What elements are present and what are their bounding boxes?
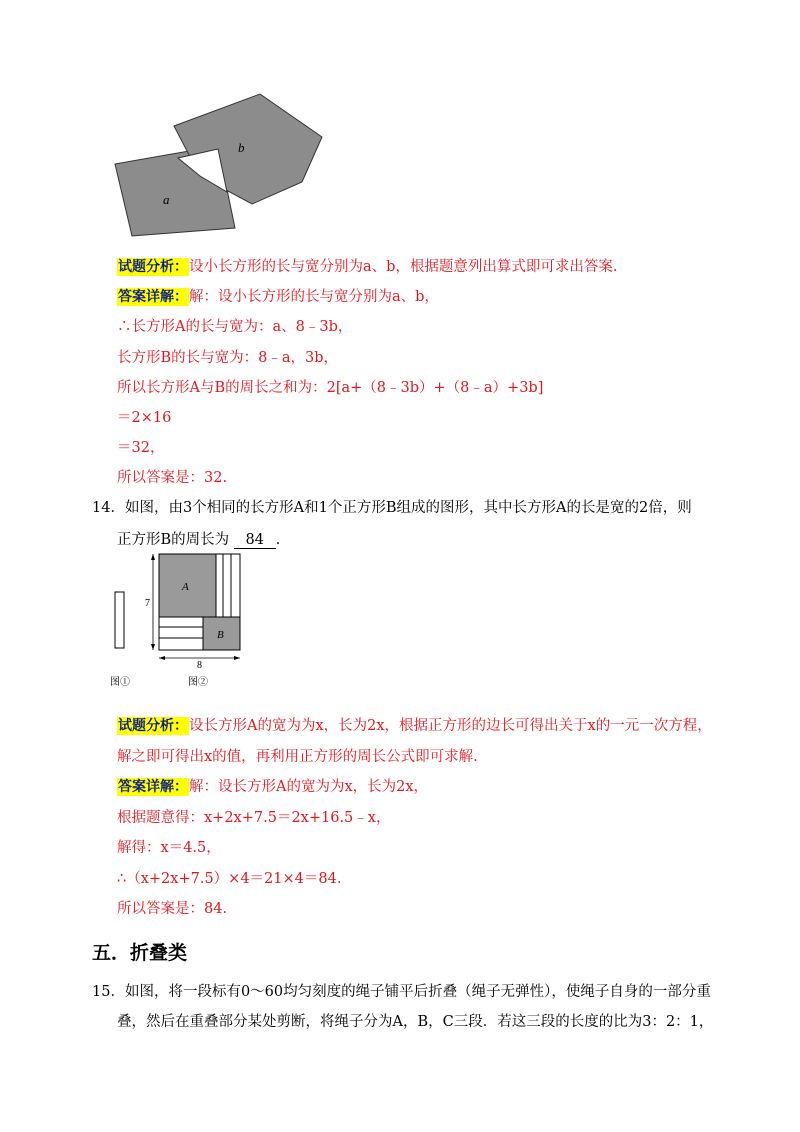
analysis-tag: 试题分析： bbox=[118, 259, 188, 275]
answer-line: ＝32， bbox=[117, 440, 165, 456]
question-text: ． bbox=[275, 532, 291, 548]
label-b: b bbox=[238, 140, 245, 155]
label-a: a bbox=[163, 192, 170, 207]
answer-line: ＝2×16 bbox=[117, 410, 172, 426]
answer-line: 解：设长方形A的宽为为x，长为2x， bbox=[189, 779, 429, 795]
answer-tag: 答案详解： bbox=[118, 779, 188, 795]
question-number: 15． bbox=[92, 984, 125, 1000]
question-14-line2 bbox=[117, 530, 290, 550]
label-A: A bbox=[182, 581, 189, 593]
answer-line: ∴（x+2x+7.5）×4＝21×4＝84. bbox=[117, 871, 342, 887]
answer-line: ∴长方形A的长与宽为：a、8﹣3b， bbox=[117, 319, 353, 335]
answer-tag: 答案详解： bbox=[118, 289, 188, 305]
figure-14 bbox=[108, 550, 248, 690]
answer-line: 所以长方形A与B的周长之和为：2[a+（8﹣3b）+（8﹣a）+3b] bbox=[117, 380, 544, 396]
answer-14-first-line bbox=[117, 777, 428, 797]
dimension-8: 8 bbox=[197, 660, 202, 671]
question-number: 14． bbox=[92, 500, 125, 516]
question-15-line1 bbox=[92, 982, 711, 1002]
answer-line: 长方形B的长与宽为：8﹣a，3b， bbox=[117, 350, 339, 366]
analysis-14-line1 bbox=[117, 716, 712, 736]
answer-13-first-line bbox=[117, 287, 439, 307]
question-text: 如图，将一段标有0～60均匀刻度的绳子铺平后折叠（绳子无弹性），使绳子自身的一部分重 bbox=[124, 984, 711, 1000]
dimension-7: 7 bbox=[145, 598, 150, 609]
section-heading: 五．折叠类 bbox=[92, 942, 188, 964]
analysis-14-line2: 解之即可得出x的值，再利用正方形的周长公式即可求解. bbox=[117, 749, 478, 765]
caption-figure-2: 图② bbox=[188, 677, 208, 688]
analysis-13 bbox=[117, 257, 618, 277]
analysis-text: 设小长方形的长与宽分别为a、b，根据题意列出算式即可求出答案. bbox=[189, 259, 618, 275]
analysis-tag: 试题分析： bbox=[118, 718, 188, 734]
answer-line: 根据题意得：x+2x+7.5＝2x+16.5﹣x， bbox=[117, 810, 391, 826]
analysis-text: 设长方形A的宽为为x，长为2x，根据正方形的边长可得出关于x的一元一次方程， bbox=[189, 718, 712, 734]
figure-square-hexagon bbox=[110, 92, 335, 242]
question-15-line2: 叠，然后在重叠部分某处剪断，将绳子分为A，B，C三段．若这三段的长度的比为3：2：1， bbox=[117, 1014, 714, 1030]
answer-line: 所以答案是：84. bbox=[117, 901, 228, 917]
answer-line: 解得：x＝4.5， bbox=[117, 840, 221, 856]
answer-line: 解：设小长方形的长与宽分别为a、b， bbox=[189, 289, 439, 305]
answer-line: 所以答案是：32. bbox=[117, 470, 228, 486]
question-text: 如图，由3个相同的长方形A和1个正方形B组成的图形，其中长方形A的长是宽的2倍，则 bbox=[124, 500, 692, 516]
caption-figure-1: 图① bbox=[110, 677, 130, 688]
answer-blank: 84 bbox=[234, 532, 276, 549]
label-B: B bbox=[217, 629, 224, 641]
question-text: 正方形B的周长为 bbox=[117, 532, 230, 548]
small-rectangle bbox=[115, 592, 124, 648]
question-14-line1 bbox=[92, 498, 692, 518]
